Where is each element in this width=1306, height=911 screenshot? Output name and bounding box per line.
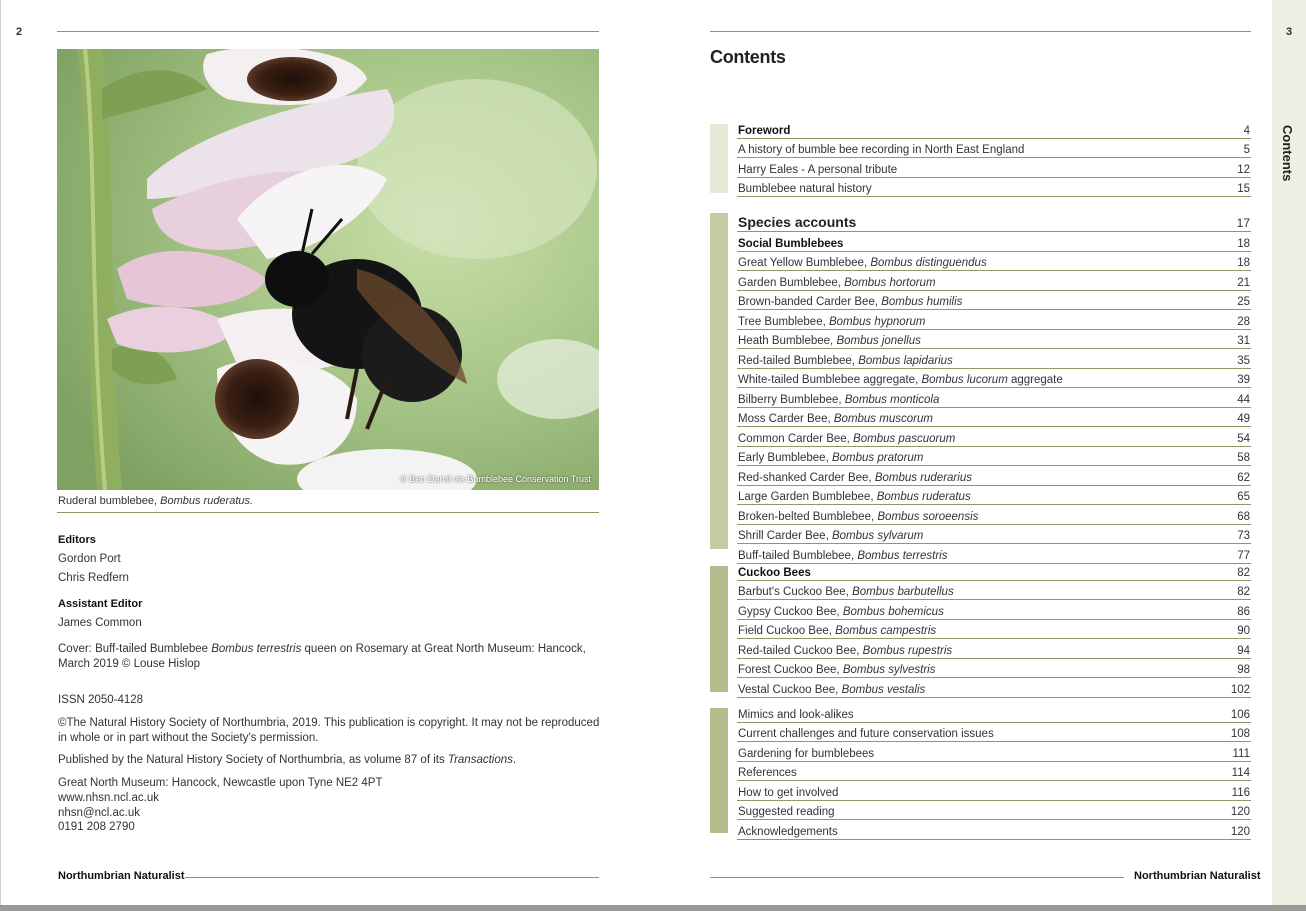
toc-entry[interactable] xyxy=(737,801,1251,821)
toc-entry[interactable] xyxy=(737,820,1251,840)
toc-entry[interactable] xyxy=(737,659,1251,679)
toc-entry-label: Field Cuckoo Bee, Bombus campestris xyxy=(738,625,937,637)
toc-section xyxy=(737,703,1251,840)
toc-entry-label: Barbut's Cuckoo Bee, Bombus barbutellus xyxy=(738,586,954,598)
toc-section xyxy=(737,119,1251,197)
editor-name: Gordon Port xyxy=(58,553,121,565)
toc-entry-page: 68 xyxy=(1237,510,1250,523)
footer-rule-left xyxy=(185,877,599,878)
toc-entry-page: 73 xyxy=(1237,530,1250,542)
toc-entry-page: 65 xyxy=(1237,491,1250,503)
toc-entry[interactable] xyxy=(737,369,1251,389)
photo-caption: Ruderal bumblebee, Bombus ruderatus. xyxy=(58,495,254,507)
side-tab-label: Contents xyxy=(1280,125,1295,182)
toc-entry[interactable] xyxy=(737,310,1251,330)
toc-entry[interactable] xyxy=(737,600,1251,620)
toc-entry-label: Social Bumblebees xyxy=(738,237,844,250)
copyright-line: ©The Natural History Society of Northumbria, 2019. This publication is copyright. It may not be reproduced xyxy=(58,717,600,729)
toc-entry-page: 4 xyxy=(1243,124,1250,137)
toc-entry-page: 31 xyxy=(1237,335,1250,347)
contents-title: Contents xyxy=(710,47,786,67)
toc-entry-page: 77 xyxy=(1237,549,1250,562)
toc-entry-page: 28 xyxy=(1237,315,1250,328)
toc-entry-label: Gardening for bumblebees xyxy=(738,747,875,760)
toc-entry-label: Large Garden Bumblebee, Bombus ruderatus xyxy=(738,491,971,503)
toc-entry-page: 44 xyxy=(1237,393,1250,406)
toc-entry-label: Current challenges and future conservation issues xyxy=(738,728,994,740)
toc-entry-label: Garden Bumblebee, Bombus hortorum xyxy=(738,276,936,289)
toc-entry-label: Heath Bumblebee, Bombus jonellus xyxy=(738,335,921,347)
toc-entry-label: Moss Carder Bee, Bombus muscorum xyxy=(738,413,933,425)
toc-entry[interactable] xyxy=(737,330,1251,350)
footer-rule-right xyxy=(710,877,1124,878)
toc-entry-label: Acknowledgements xyxy=(738,825,838,838)
toc-entry[interactable] xyxy=(737,158,1251,178)
cover-description-cont: March 2019 © Louse Hislop xyxy=(58,658,201,670)
toc-entry[interactable] xyxy=(737,388,1251,408)
toc-entry-label: Species accounts xyxy=(738,214,857,230)
toc-entry[interactable] xyxy=(737,232,1251,252)
toc-entry-page: 108 xyxy=(1230,728,1250,740)
toc-entry-label: Mimics and look-alikes xyxy=(738,708,854,721)
toc-entry[interactable] xyxy=(737,349,1251,369)
toc-entry-page: 49 xyxy=(1237,413,1250,425)
toc-entry[interactable] xyxy=(737,525,1251,545)
bumblebee-photo xyxy=(57,49,599,490)
toc-entry-page: 111 xyxy=(1232,747,1250,760)
toc-entry-label: Suggested reading xyxy=(738,806,835,818)
toc-entry[interactable] xyxy=(737,178,1251,198)
toc-entry-label: Vestal Cuckoo Bee, Bombus vestalis xyxy=(738,683,926,696)
toc-entry-label: Harry Eales - A personal tribute xyxy=(738,163,898,176)
toc-entry-label: A history of bumble bee recording in North East England xyxy=(738,144,1025,156)
toc-entry-label: Forest Cuckoo Bee, Bombus sylvestris xyxy=(738,664,936,676)
toc-entry-label: Broken-belted Bumblebee, Bombus soroeensis xyxy=(738,510,979,523)
toc-entry-page: 102 xyxy=(1230,683,1250,696)
toc-entry-page: 98 xyxy=(1237,664,1250,676)
caption-rule xyxy=(57,512,599,513)
toc-entry-page: 54 xyxy=(1237,432,1250,445)
toc-entry[interactable] xyxy=(737,291,1251,311)
toc-entry-label: Red-tailed Cuckoo Bee, Bombus rupestris xyxy=(738,644,953,657)
toc-entry-label: References xyxy=(738,767,797,779)
toc-entry[interactable] xyxy=(737,139,1251,159)
toc-entry[interactable] xyxy=(737,427,1251,447)
toc-entry-label: Bilberry Bumblebee, Bombus monticola xyxy=(738,393,940,406)
toc-entry-page: 116 xyxy=(1231,786,1250,799)
toc-entry-label: Tree Bumblebee, Bombus hypnorum xyxy=(738,315,926,328)
toc-entry-page: 18 xyxy=(1237,237,1250,250)
bottom-scrollbar xyxy=(0,905,1306,911)
toc-entry[interactable] xyxy=(737,505,1251,525)
toc-entry-page: 82 xyxy=(1237,566,1250,579)
assistant-editor-name: James Common xyxy=(58,617,142,629)
toc-entry[interactable] xyxy=(737,639,1251,659)
toc-entry-page: 62 xyxy=(1237,471,1250,484)
toc-entry[interactable] xyxy=(737,581,1251,601)
toc-entry-page: 58 xyxy=(1237,452,1250,464)
right-page-number: 3 xyxy=(1286,26,1293,38)
left-page-number: 2 xyxy=(16,26,23,38)
toc-entry[interactable] xyxy=(737,466,1251,486)
toc-entry-page: 15 xyxy=(1237,183,1250,195)
toc-entry-label: Buff-tailed Bumblebee, Bombus terrestris xyxy=(738,549,948,562)
cover-description: Cover: Buff-tailed Bumblebee Bombus terrestris queen on Rosemary at Great North Museum: Hancock, xyxy=(58,643,586,655)
toc-entry-page: 86 xyxy=(1237,605,1250,618)
toc-section xyxy=(737,561,1251,698)
toc-entry-label: Cuckoo Bees xyxy=(738,566,811,579)
right-footer-title: Northumbrian Naturalist xyxy=(1134,870,1261,882)
toc-entry[interactable] xyxy=(737,408,1251,428)
toc-entry-page: 90 xyxy=(1237,625,1250,637)
toc-entry-label: Brown-banded Carder Bee, Bombus humilis xyxy=(738,296,963,308)
editors-label: Editors xyxy=(58,534,96,546)
toc-entry-label: White-tailed Bumblebee aggregate, Bombus lucorum aggregate xyxy=(738,374,1063,386)
toc-entry[interactable] xyxy=(737,762,1251,782)
email-link[interactable]: nhsn@ncl.ac.uk xyxy=(58,807,140,819)
toc-entry[interactable] xyxy=(737,561,1251,581)
toc-entry[interactable] xyxy=(737,742,1251,762)
toc-entry-page: 12 xyxy=(1237,163,1250,176)
toc-entry-label: How to get involved xyxy=(738,786,839,799)
toc-entry-label: Bumblebee natural history xyxy=(738,183,872,195)
section-marker xyxy=(710,708,728,833)
left-footer-title: Northumbrian Naturalist xyxy=(58,870,185,882)
toc-entry-page: 94 xyxy=(1237,644,1250,657)
toc-entry-page: 35 xyxy=(1237,354,1250,367)
assistant-editor-label: Assistant Editor xyxy=(58,598,143,610)
published-statement: Published by the Natural History Society of Northumbria, as volume 87 of its Transactions. xyxy=(58,754,517,766)
section-marker xyxy=(710,566,728,692)
toc-entry-label: Great Yellow Bumblebee, Bombus distinguendus xyxy=(738,257,987,269)
top-rule-right xyxy=(710,31,1251,32)
website-link[interactable]: www.nhsn.ncl.ac.uk xyxy=(58,792,159,804)
toc-entry-page: 106 xyxy=(1230,708,1250,721)
editor-name: Chris Redfern xyxy=(58,572,129,584)
toc-entry-label: Foreword xyxy=(738,124,791,137)
toc-entry[interactable] xyxy=(737,781,1251,801)
toc-entry[interactable] xyxy=(737,703,1251,723)
toc-section xyxy=(737,208,1251,564)
toc-entry-page: 21 xyxy=(1237,276,1250,289)
section-marker xyxy=(710,124,728,193)
toc-entry-page: 39 xyxy=(1237,374,1250,386)
toc-entry[interactable] xyxy=(737,208,1251,232)
toc-entry[interactable] xyxy=(737,486,1251,506)
issn: ISSN 2050-4128 xyxy=(58,694,144,706)
toc-entry[interactable] xyxy=(737,723,1251,743)
toc-entry-page: 114 xyxy=(1231,767,1250,779)
toc-entry-label: Early Bumblebee, Bombus pratorum xyxy=(738,452,924,464)
toc-entry[interactable] xyxy=(737,271,1251,291)
toc-entry-page: 120 xyxy=(1230,806,1250,818)
top-rule-left xyxy=(57,31,599,32)
toc-entry[interactable] xyxy=(737,678,1251,698)
photo-credit: © Ben Darvil via Bumblebee Conservation Trust xyxy=(400,474,591,484)
toc-entry-page: 18 xyxy=(1237,257,1250,269)
toc-entry-page: 25 xyxy=(1237,296,1250,308)
toc-entry[interactable] xyxy=(737,119,1251,139)
toc-entry-label: Red-shanked Carder Bee, Bombus ruderarius xyxy=(738,471,972,484)
toc-entry-page: 120 xyxy=(1230,825,1250,838)
phone-number: 0191 208 2790 xyxy=(58,821,135,833)
copyright-line: in whole or in part without the Society's permission. xyxy=(58,732,319,744)
toc-entry-page: 17 xyxy=(1236,216,1250,230)
address: Great North Museum: Hancock, Newcastle upon Tyne NE2 4PT xyxy=(58,777,383,789)
toc-entry-label: Gypsy Cuckoo Bee, Bombus bohemicus xyxy=(738,605,944,618)
toc-entry[interactable] xyxy=(737,620,1251,640)
toc-entry-page: 5 xyxy=(1243,144,1250,156)
toc-entry-page: 82 xyxy=(1237,586,1250,598)
toc-entry-label: Common Carder Bee, Bombus pascuorum xyxy=(738,432,956,445)
toc-entry[interactable] xyxy=(737,252,1251,272)
toc-entry-label: Red-tailed Bumblebee, Bombus lapidarius xyxy=(738,354,953,367)
toc-entry-label: Shrill Carder Bee, Bombus sylvarum xyxy=(738,530,924,542)
toc-entry[interactable] xyxy=(737,447,1251,467)
section-marker xyxy=(710,213,728,549)
